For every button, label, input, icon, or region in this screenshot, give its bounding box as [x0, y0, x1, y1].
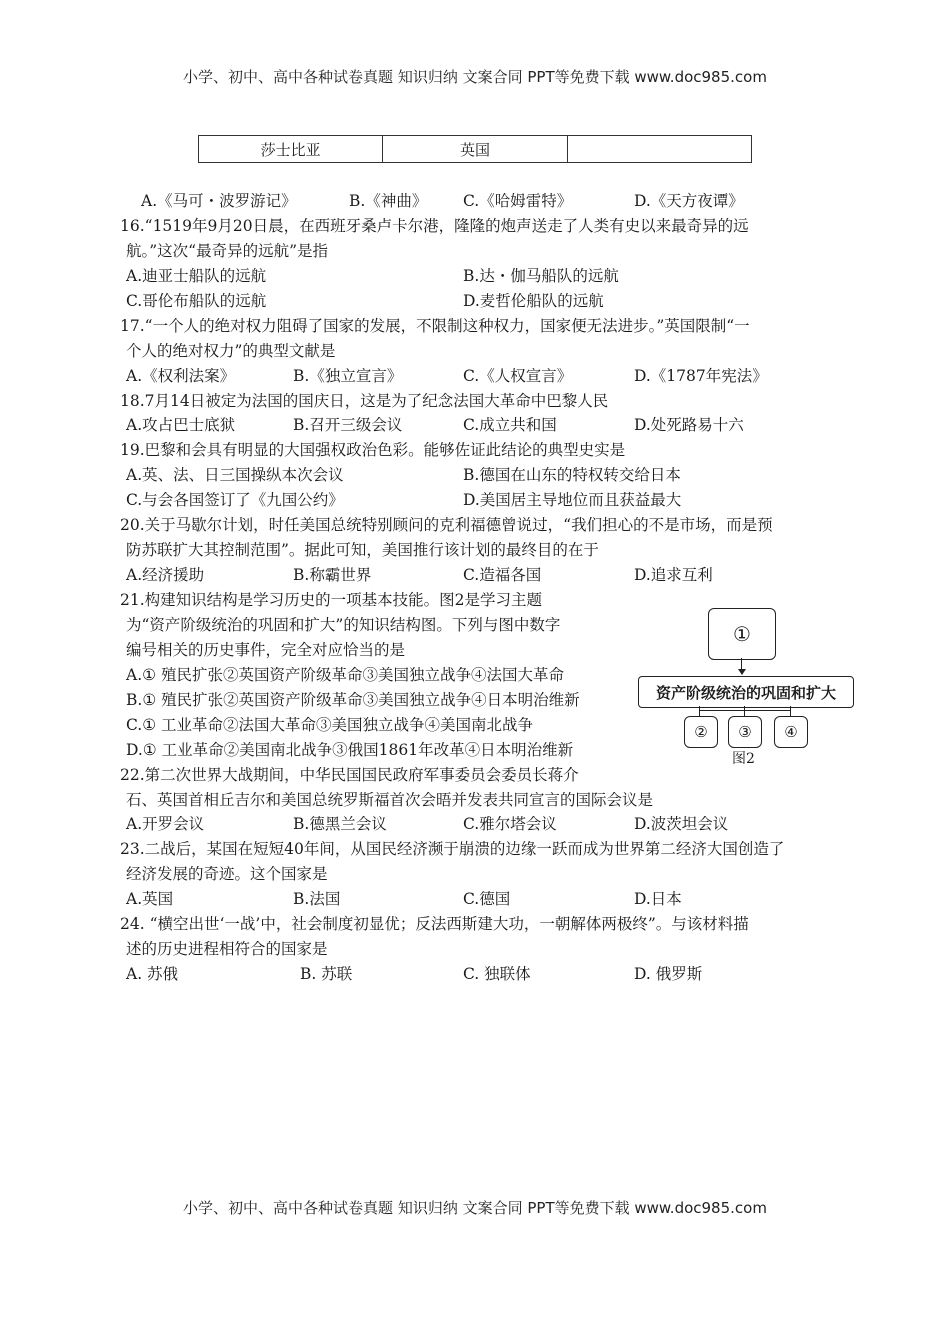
diagram-caption: 图2 — [732, 751, 755, 767]
q24-option-b[interactable]: B. 苏联 — [300, 965, 353, 983]
q15-option-c[interactable]: C.《哈姆雷特》 — [463, 192, 573, 210]
q16-options-row1 — [0, 265, 950, 287]
q17-option-d[interactable]: D.《1787年宪法》 — [634, 367, 768, 385]
q24-option-c[interactable]: C. 独联体 — [463, 965, 531, 983]
q19-options-row2 — [0, 489, 950, 511]
q18-option-c[interactable]: C.成立共和国 — [463, 416, 557, 434]
table-cell-author: 莎士比亚 — [199, 136, 383, 163]
knowledge-structure-diagram — [638, 606, 856, 766]
diagram-node-4: ④ — [774, 716, 808, 748]
q21-stem-line3: 编号相关的历史事件，完全对应恰当的是 — [126, 641, 406, 659]
q23-option-d[interactable]: D.日本 — [634, 890, 682, 908]
q22-stem-line1: 22.第二次世界大战期间，中华民国国民政府军事委员会委员长蒋介 — [120, 766, 579, 784]
q19-stem: 19.巴黎和会具有明显的大国强权政治色彩。能够佐证此结论的典型史实是 — [120, 441, 626, 459]
q22-option-d[interactable]: D.波茨坦会议 — [634, 815, 729, 833]
q23-stem-line2: 经济发展的奇迹。这个国家是 — [126, 865, 328, 883]
q21-option-b[interactable]: B.① 殖民扩张②英国资产阶级革命③美国独立战争④日本明治维新 — [126, 691, 580, 709]
q18-option-a[interactable]: A.攻占巴士底狱 — [126, 416, 236, 434]
q24-option-a[interactable]: A. 苏俄 — [126, 965, 179, 983]
q20-options — [0, 564, 950, 586]
table-cell-work — [567, 136, 751, 163]
q17-stem-line2: 个人的绝对权力”的典型文献是 — [126, 342, 336, 360]
diagram-connector — [699, 706, 700, 716]
q20-option-d[interactable]: D.追求互利 — [634, 566, 713, 584]
q20-option-c[interactable]: C.造福各国 — [463, 566, 542, 584]
q18-options — [0, 414, 950, 436]
q15-option-d[interactable]: D.《天方夜谭》 — [634, 192, 744, 210]
q17-option-a[interactable]: A.《权利法案》 — [126, 367, 236, 385]
diagram-connector — [790, 706, 791, 716]
q24-option-d[interactable]: D. 俄罗斯 — [634, 965, 703, 983]
q20-option-a[interactable]: A.经济援助 — [126, 566, 205, 584]
q21-option-d[interactable]: D.① 工业革命②美国南北战争③俄国1861年改革④日本明治维新 — [126, 741, 574, 759]
q19-option-a[interactable]: A.英、法、日三国操纵本次会议 — [126, 466, 344, 484]
q17-options — [0, 365, 950, 387]
q22-options — [0, 813, 950, 835]
q16-stem-line1: 16.“1519年9月20日晨，在西班牙桑卢卡尔港，隆隆的炮声送走了人类有史以来最奇异的远 — [120, 217, 749, 235]
q20-stem-line1: 20.关于马歇尔计划，时任美国总统特别顾问的克利福德曾说过，“我们担心的不是市场，而是预 — [120, 516, 773, 534]
table-cell-country: 英国 — [383, 136, 567, 163]
page-footer: 小学、初中、高中各种试卷真题 知识归纳 文案合同 PPT等免费下载 www.doc985.com — [183, 1199, 767, 1217]
diagram-node-1: ① — [708, 608, 776, 660]
q21-option-c[interactable]: C.① 工业革命②法国大革命③美国独立战争④美国南北战争 — [126, 716, 534, 734]
q22-option-a[interactable]: A.开罗会议 — [126, 815, 205, 833]
diagram-node-3: ③ — [728, 716, 762, 748]
q23-option-a[interactable]: A.英国 — [126, 890, 174, 908]
q22-option-c[interactable]: C.雅尔塔会议 — [463, 815, 557, 833]
answer-table — [198, 135, 752, 163]
q23-option-c[interactable]: C.德国 — [463, 890, 511, 908]
q21-stem-line2: 为“资产阶级统治的巩固和扩大”的知识结构图。下列与图中数字 — [126, 616, 561, 634]
q19-option-c[interactable]: C.与会各国签订了《九国公约》 — [126, 491, 344, 509]
q19-options-row1 — [0, 464, 950, 486]
q17-stem-line1: 17.“一个人的绝对权力阻碍了国家的发展，不限制这种权力，国家便无法进步。”英国限制“一 — [120, 317, 750, 335]
q15-option-b[interactable]: B.《神曲》 — [349, 192, 428, 210]
q20-stem-line2: 防苏联扩大其控制范围”。据此可知，美国推行该计划的最终目的在于 — [126, 541, 599, 559]
q21-stem-line1: 21.构建知识结构是学习历史的一项基本技能。图2是学习主题 — [120, 591, 543, 609]
q23-stem-line1: 23.二战后，某国在短短40年间，从国民经济濒于崩溃的边缘一跃而成为世界第二经济大国创造了 — [120, 840, 785, 858]
q20-option-b[interactable]: B.称霸世界 — [293, 566, 372, 584]
q22-option-b[interactable]: B.德黑兰会议 — [293, 815, 387, 833]
q18-option-d[interactable]: D.处死路易十六 — [634, 416, 744, 434]
q17-option-b[interactable]: B.《独立宣言》 — [293, 367, 403, 385]
q23-option-b[interactable]: B.法国 — [293, 890, 341, 908]
q19-option-d[interactable]: D.美国居主导地位而且获益最大 — [463, 491, 682, 509]
q16-stem-line2: 航。”这次“最奇异的远航”是指 — [126, 242, 329, 260]
q18-stem: 18.7月14日被定为法国的国庆日，这是为了纪念法国大革命中巴黎人民 — [120, 392, 609, 410]
q16-options-row2 — [0, 290, 950, 312]
q24-options — [0, 963, 950, 985]
q17-option-c[interactable]: C.《人权宣言》 — [463, 367, 573, 385]
q16-option-c[interactable]: C.哥伦布船队的远航 — [126, 292, 267, 310]
diagram-connector — [744, 706, 745, 716]
diagram-main-node: 资产阶级统治的巩固和扩大 — [638, 676, 854, 708]
q16-option-b[interactable]: B.达・伽马船队的远航 — [463, 267, 619, 285]
q15-options — [0, 190, 950, 212]
q23-options — [0, 888, 950, 910]
q18-option-b[interactable]: B.召开三级会议 — [293, 416, 403, 434]
q15-option-a[interactable]: A.《马可・波罗游记》 — [141, 192, 297, 210]
q16-option-a[interactable]: A.迪亚士船队的远航 — [126, 267, 267, 285]
page-header: 小学、初中、高中各种试卷真题 知识归纳 文案合同 PPT等免费下载 www.doc985.com — [183, 68, 767, 86]
q22-stem-line2: 石、英国首相丘吉尔和美国总统罗斯福首次会晤并发表共同宣言的国际会议是 — [126, 791, 654, 809]
q24-stem-line2: 述的历史进程相符合的国家是 — [126, 940, 328, 958]
q24-stem-line1: 24. “横空出世‘一战’中，社会制度初显优；反法西斯建大功，一朝解体两极终”。与该材料描 — [120, 915, 749, 933]
table-row — [199, 136, 752, 163]
q21-option-a[interactable]: A.① 殖民扩张②英国资产阶级革命③美国独立战争④法国大革命 — [126, 666, 564, 684]
q19-option-b[interactable]: B.德国在山东的特权转交给日本 — [463, 466, 681, 484]
q16-option-d[interactable]: D.麦哲伦船队的远航 — [463, 292, 604, 310]
diagram-connector — [699, 710, 791, 711]
diagram-node-2: ② — [684, 716, 718, 748]
arrow-down-icon — [738, 669, 746, 675]
